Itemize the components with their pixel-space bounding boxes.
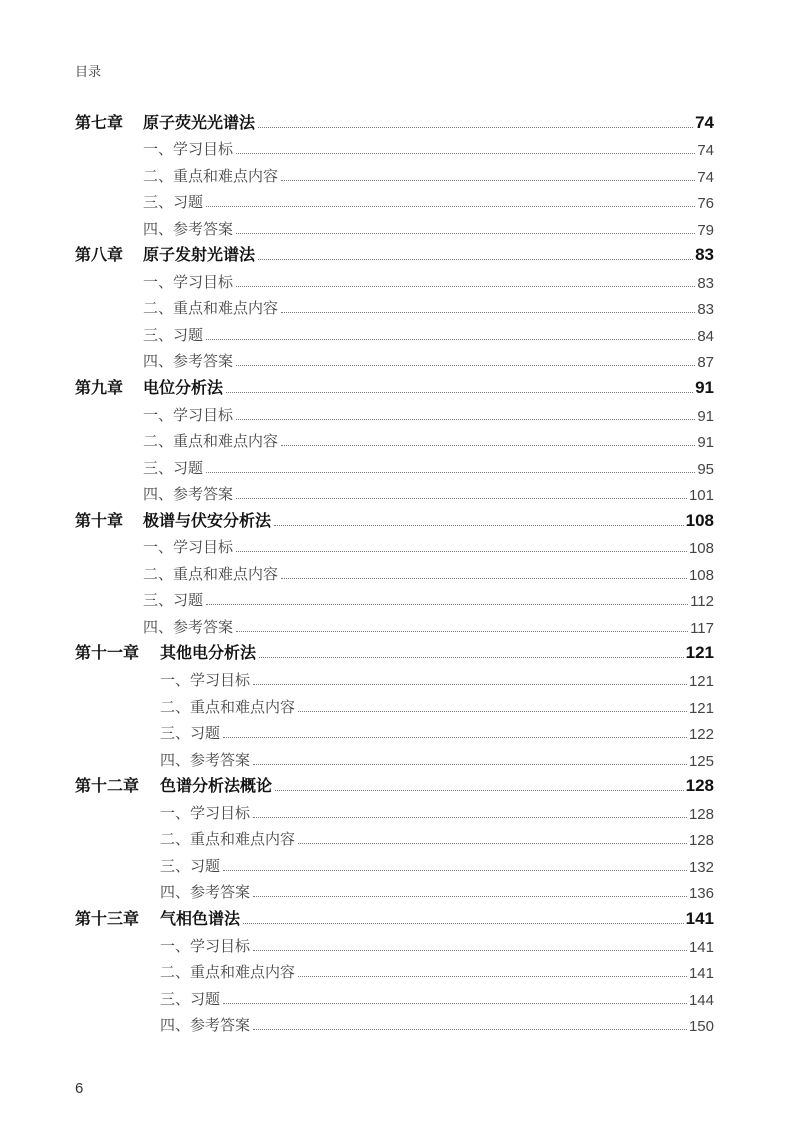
page-ref: 74 bbox=[697, 168, 714, 186]
toc-section-entry[interactable] bbox=[75, 717, 714, 744]
toc-chapter-entry[interactable] bbox=[75, 106, 714, 133]
page-ref: 121 bbox=[688, 699, 714, 717]
chapter-title: 电位分析法 bbox=[143, 378, 224, 398]
toc-section-entry[interactable] bbox=[75, 133, 714, 160]
dot-leader bbox=[281, 311, 695, 313]
chapter-number: 第十章 bbox=[75, 510, 124, 530]
toc-section-entry[interactable] bbox=[75, 982, 714, 1009]
dot-leader bbox=[236, 497, 687, 499]
chapter-number: 第九章 bbox=[75, 378, 124, 398]
section-title: 一、学习目标 bbox=[160, 803, 251, 822]
page-ref: 128 bbox=[688, 832, 714, 850]
page-ref: 91 bbox=[695, 378, 714, 398]
toc-section-entry[interactable] bbox=[75, 265, 714, 292]
chapter-number: 第十三章 bbox=[75, 908, 140, 928]
dot-leader bbox=[206, 603, 688, 605]
section-title: 四、参考答案 bbox=[143, 485, 234, 504]
section-title: 二、重点和难点内容 bbox=[143, 564, 279, 583]
page-ref: 108 bbox=[685, 510, 714, 530]
page-ref: 121 bbox=[685, 643, 714, 663]
page-ref: 83 bbox=[697, 274, 714, 292]
chapter-title: 原子荧光光谱法 bbox=[143, 112, 256, 132]
page-ref: 101 bbox=[688, 487, 714, 505]
page-ref: 121 bbox=[688, 673, 714, 691]
page-ref: 136 bbox=[688, 885, 714, 903]
dot-leader bbox=[253, 763, 687, 765]
page-ref: 141 bbox=[685, 908, 714, 928]
chapter-number: 第十二章 bbox=[75, 776, 140, 796]
dot-leader bbox=[253, 949, 687, 951]
section-title: 二、重点和难点内容 bbox=[143, 299, 279, 318]
section-title: 三、习题 bbox=[143, 193, 204, 212]
toc-section-entry[interactable] bbox=[75, 849, 714, 876]
section-title: 三、习题 bbox=[160, 856, 221, 875]
page-ref: 125 bbox=[688, 752, 714, 770]
toc-chapter-entry[interactable] bbox=[75, 371, 714, 398]
dot-leader bbox=[236, 630, 688, 632]
page-ref: 87 bbox=[697, 354, 714, 372]
page-ref: 79 bbox=[697, 221, 714, 239]
chapter-number: 第七章 bbox=[75, 112, 124, 132]
toc-section-entry[interactable] bbox=[75, 956, 714, 983]
toc-section-entry[interactable] bbox=[75, 743, 714, 770]
section-title: 一、学习目标 bbox=[143, 272, 234, 291]
dot-leader bbox=[253, 1028, 687, 1030]
toc-section-entry[interactable] bbox=[75, 159, 714, 186]
toc-section-entry[interactable] bbox=[75, 318, 714, 345]
dot-leader bbox=[243, 922, 684, 924]
dot-leader bbox=[206, 205, 695, 207]
section-title: 三、习题 bbox=[143, 325, 204, 344]
dot-leader bbox=[236, 232, 695, 234]
dot-leader bbox=[258, 258, 693, 260]
page-ref: 83 bbox=[697, 301, 714, 319]
dot-leader bbox=[226, 391, 693, 393]
section-title: 三、习题 bbox=[160, 989, 221, 1008]
page-ref: 141 bbox=[688, 965, 714, 983]
section-title: 四、参考答案 bbox=[160, 1016, 251, 1035]
toc-section-entry[interactable] bbox=[75, 531, 714, 558]
toc-section-entry[interactable] bbox=[75, 451, 714, 478]
toc-section-entry[interactable] bbox=[75, 212, 714, 239]
page-ref: 150 bbox=[688, 1018, 714, 1036]
chapter-number: 第十一章 bbox=[75, 643, 140, 663]
dot-leader bbox=[274, 524, 684, 526]
page-ref: 122 bbox=[688, 726, 714, 744]
section-title: 三、习题 bbox=[143, 458, 204, 477]
dot-leader bbox=[281, 444, 695, 446]
page-ref: 91 bbox=[697, 434, 714, 452]
toc-section-entry[interactable] bbox=[75, 425, 714, 452]
page-ref: 83 bbox=[695, 245, 714, 265]
dot-leader bbox=[206, 338, 695, 340]
page-ref: 74 bbox=[695, 112, 714, 132]
page-ref: 108 bbox=[688, 566, 714, 584]
section-title: 一、学习目标 bbox=[143, 405, 234, 424]
toc-chapter-entry[interactable] bbox=[75, 504, 714, 531]
toc-section-entry[interactable] bbox=[75, 1009, 714, 1036]
toc-section-entry[interactable] bbox=[75, 584, 714, 611]
chapter-title: 气相色谱法 bbox=[160, 908, 241, 928]
page-ref: 132 bbox=[688, 858, 714, 876]
dot-leader bbox=[298, 842, 687, 844]
dot-leader bbox=[259, 656, 684, 658]
toc-section-entry[interactable] bbox=[75, 690, 714, 717]
dot-leader bbox=[206, 471, 695, 473]
section-title: 四、参考答案 bbox=[143, 617, 234, 636]
page-ref: 117 bbox=[690, 619, 714, 637]
section-title: 一、学习目标 bbox=[160, 936, 251, 955]
dot-leader bbox=[223, 1002, 687, 1004]
toc-section-entry[interactable] bbox=[75, 796, 714, 823]
running-header: 目录 bbox=[75, 65, 102, 80]
dot-leader bbox=[236, 364, 695, 366]
chapter-title: 原子发射光谱法 bbox=[143, 245, 256, 265]
toc-chapter-entry[interactable] bbox=[75, 239, 714, 266]
page-ref: 128 bbox=[688, 805, 714, 823]
toc-section-entry[interactable] bbox=[75, 345, 714, 372]
section-title: 一、学习目标 bbox=[143, 538, 234, 557]
toc-section-entry[interactable] bbox=[75, 557, 714, 584]
toc-section-entry[interactable] bbox=[75, 398, 714, 425]
page-ref: 95 bbox=[697, 460, 714, 478]
chapter-title: 极谱与伏安分析法 bbox=[143, 510, 272, 530]
dot-leader bbox=[281, 179, 695, 181]
dot-leader bbox=[223, 869, 687, 871]
dot-leader bbox=[275, 789, 684, 791]
dot-leader bbox=[236, 285, 695, 287]
chapter-title: 色谱分析法概论 bbox=[160, 776, 273, 796]
section-title: 二、重点和难点内容 bbox=[160, 963, 296, 982]
section-title: 三、习题 bbox=[143, 591, 204, 610]
toc-section-entry[interactable] bbox=[75, 663, 714, 690]
section-title: 四、参考答案 bbox=[143, 219, 234, 238]
page-ref: 144 bbox=[688, 991, 714, 1009]
dot-leader bbox=[253, 816, 687, 818]
section-title: 四、参考答案 bbox=[160, 750, 251, 769]
dot-leader bbox=[258, 126, 693, 128]
page-ref: 108 bbox=[688, 540, 714, 558]
page-ref: 91 bbox=[697, 407, 714, 425]
dot-leader bbox=[253, 895, 687, 897]
dot-leader bbox=[298, 710, 687, 712]
section-title: 一、学习目标 bbox=[143, 140, 234, 159]
dot-leader bbox=[281, 577, 687, 579]
page-ref: 141 bbox=[688, 938, 714, 956]
section-title: 三、习题 bbox=[160, 724, 221, 743]
toc-section-entry[interactable] bbox=[75, 823, 714, 850]
toc-section-entry[interactable] bbox=[75, 292, 714, 319]
page-ref: 74 bbox=[697, 142, 714, 160]
toc-section-entry[interactable] bbox=[75, 876, 714, 903]
page-ref: 128 bbox=[685, 776, 714, 796]
toc-section-entry[interactable] bbox=[75, 478, 714, 505]
section-title: 一、学习目标 bbox=[160, 671, 251, 690]
toc-section-entry[interactable] bbox=[75, 929, 714, 956]
page-ref: 76 bbox=[697, 195, 714, 213]
dot-leader bbox=[236, 152, 695, 154]
dot-leader bbox=[298, 975, 687, 977]
page-ref: 112 bbox=[690, 593, 714, 611]
page-ref: 84 bbox=[697, 327, 714, 345]
dot-leader bbox=[236, 418, 695, 420]
page-number: 6 bbox=[75, 1080, 84, 1097]
toc-section-entry[interactable] bbox=[75, 610, 714, 637]
dot-leader bbox=[253, 683, 687, 685]
toc-chapter-entry[interactable] bbox=[75, 902, 714, 929]
toc-chapter-entry[interactable] bbox=[75, 770, 714, 797]
dot-leader bbox=[223, 736, 687, 738]
toc-chapter-entry[interactable] bbox=[75, 637, 714, 664]
section-title: 二、重点和难点内容 bbox=[160, 697, 296, 716]
toc-section-entry[interactable] bbox=[75, 186, 714, 213]
chapter-number: 第八章 bbox=[75, 245, 124, 265]
table-of-contents bbox=[75, 106, 714, 1035]
section-title: 二、重点和难点内容 bbox=[143, 166, 279, 185]
chapter-title: 其他电分析法 bbox=[160, 643, 257, 663]
section-title: 四、参考答案 bbox=[143, 352, 234, 371]
section-title: 二、重点和难点内容 bbox=[160, 830, 296, 849]
section-title: 二、重点和难点内容 bbox=[143, 432, 279, 451]
dot-leader bbox=[236, 550, 687, 552]
section-title: 四、参考答案 bbox=[160, 883, 251, 902]
